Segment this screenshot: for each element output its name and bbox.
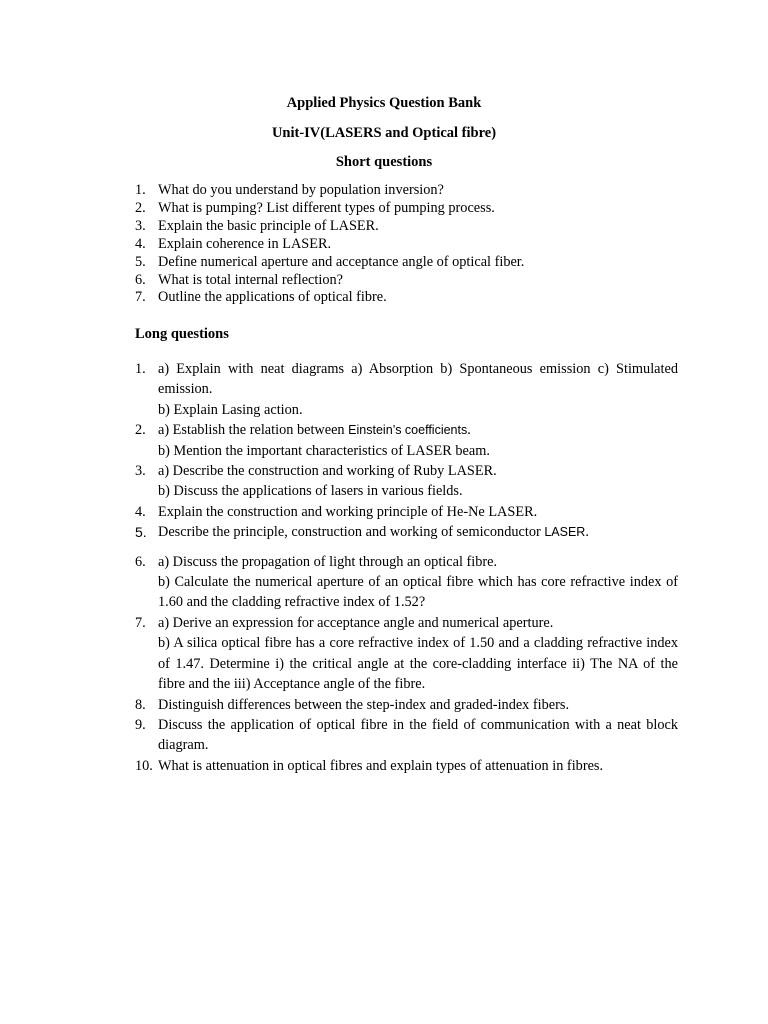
long-question-item bbox=[135, 613, 678, 695]
long-question-item bbox=[135, 420, 678, 461]
long-question-item bbox=[135, 461, 678, 502]
item-number: 5. bbox=[135, 524, 147, 541]
question-text bbox=[158, 522, 678, 542]
item-number: 1. bbox=[135, 361, 146, 377]
question-text-special-font: Einstein’s coefficients bbox=[348, 423, 468, 438]
short-question-item bbox=[135, 236, 678, 254]
long-question-item bbox=[135, 502, 678, 522]
question-part-a: a) Describe the construction and working of Ruby LASER. bbox=[158, 463, 497, 480]
item-number: 1. bbox=[135, 182, 146, 198]
question-text: Distinguish differences between the step-index and graded-index fibers. bbox=[158, 696, 570, 713]
item-number: 2. bbox=[135, 199, 146, 216]
question-text: What is attenuation in optical fibres and explain types of attenuation in fibres. bbox=[158, 757, 604, 774]
short-question-item bbox=[135, 254, 678, 272]
question-part-b: b) Explain Lasing action. bbox=[158, 401, 303, 418]
question-part-b: b) Mention the important characteristics of LASER beam. bbox=[158, 442, 490, 459]
question-text: . bbox=[467, 422, 471, 439]
item-number: 8. bbox=[135, 696, 146, 713]
short-questions-heading: Short questions bbox=[335, 154, 433, 170]
question-text-part: . bbox=[585, 524, 589, 541]
question-text: What do you understand by population inversion? bbox=[158, 182, 444, 198]
short-question-item bbox=[135, 218, 678, 236]
question-part-a: a) Explain with neat diagrams a) Absorption b) Spontaneous emission c) Stimulated emission. bbox=[158, 361, 678, 398]
item-number: 6. bbox=[135, 271, 146, 288]
item-number: 4. bbox=[135, 503, 146, 520]
question-text: What is total internal reflection? bbox=[158, 271, 343, 288]
short-question-item bbox=[135, 289, 678, 307]
question-text: a) Establish the relation between bbox=[158, 422, 349, 439]
question-text: Outline the applications of optical fibre. bbox=[158, 289, 387, 306]
long-question-item bbox=[135, 715, 678, 756]
item-number: 9. bbox=[135, 716, 146, 733]
item-number: 3. bbox=[135, 463, 146, 480]
question-part-b: b) A silica optical fibre has a core refractive index of 1.50 and a cladding refractive index of 1.47. Determine i) the critical angle at the core-cladding interface ii) The NA of the fibre and the iii) Acceptance angle of the fibre. bbox=[158, 635, 678, 693]
question-text: Explain coherence in LASER. bbox=[158, 235, 332, 252]
short-question-item bbox=[135, 182, 678, 200]
long-question-item bbox=[135, 756, 678, 776]
long-questions-heading: Long questions bbox=[135, 326, 229, 342]
unit-title: Unit-IV(LASERS and Optical fibre) bbox=[271, 125, 497, 141]
item-number: 10. bbox=[135, 757, 153, 774]
item-number: 3. bbox=[135, 217, 146, 234]
question-text: Discuss the application of optical fibre in the field of communication with a neat block diagram. bbox=[158, 716, 678, 754]
question-part-a bbox=[158, 420, 678, 440]
long-question-item bbox=[135, 695, 678, 715]
question-part-b: b) Discuss the applications of lasers in various fields. bbox=[158, 483, 463, 500]
question-part-a: a) Discuss the propagation of light through an optical fibre. bbox=[158, 553, 498, 570]
item-number: 6. bbox=[135, 553, 146, 570]
item-number: 4. bbox=[135, 235, 146, 252]
item-number: 7. bbox=[135, 289, 146, 306]
document-title: Applied Physics Question Bank bbox=[286, 95, 482, 111]
short-questions-list bbox=[135, 182, 678, 307]
long-question-item bbox=[135, 522, 678, 542]
question-text: Explain the construction and working principle of He-Ne LASER. bbox=[158, 503, 538, 520]
short-question-item bbox=[135, 200, 678, 218]
question-text: Define numerical aperture and acceptance angle of optical fiber. bbox=[158, 253, 525, 270]
question-text-part: Describe the principle, construction and working of semiconductor bbox=[158, 524, 545, 541]
question-text: Explain the basic principle of LASER. bbox=[158, 217, 379, 234]
item-number: 7. bbox=[135, 614, 146, 631]
question-part-b: b) Calculate the numerical aperture of an optical fibre which has core refractive index of 1.60 and the cladding refractive index of 1.52? bbox=[158, 574, 678, 611]
long-questions-list bbox=[135, 359, 678, 776]
item-number: 2. bbox=[135, 422, 146, 439]
question-text-special-font: LASER bbox=[544, 525, 586, 540]
question-text: What is pumping? List different types of pumping process. bbox=[158, 199, 495, 216]
short-question-item bbox=[135, 272, 678, 290]
long-question-item bbox=[135, 359, 678, 420]
question-part-a: a) Derive an expression for acceptance angle and numerical aperture. bbox=[158, 614, 554, 631]
item-number: 5. bbox=[135, 253, 146, 270]
long-question-item bbox=[135, 552, 678, 613]
